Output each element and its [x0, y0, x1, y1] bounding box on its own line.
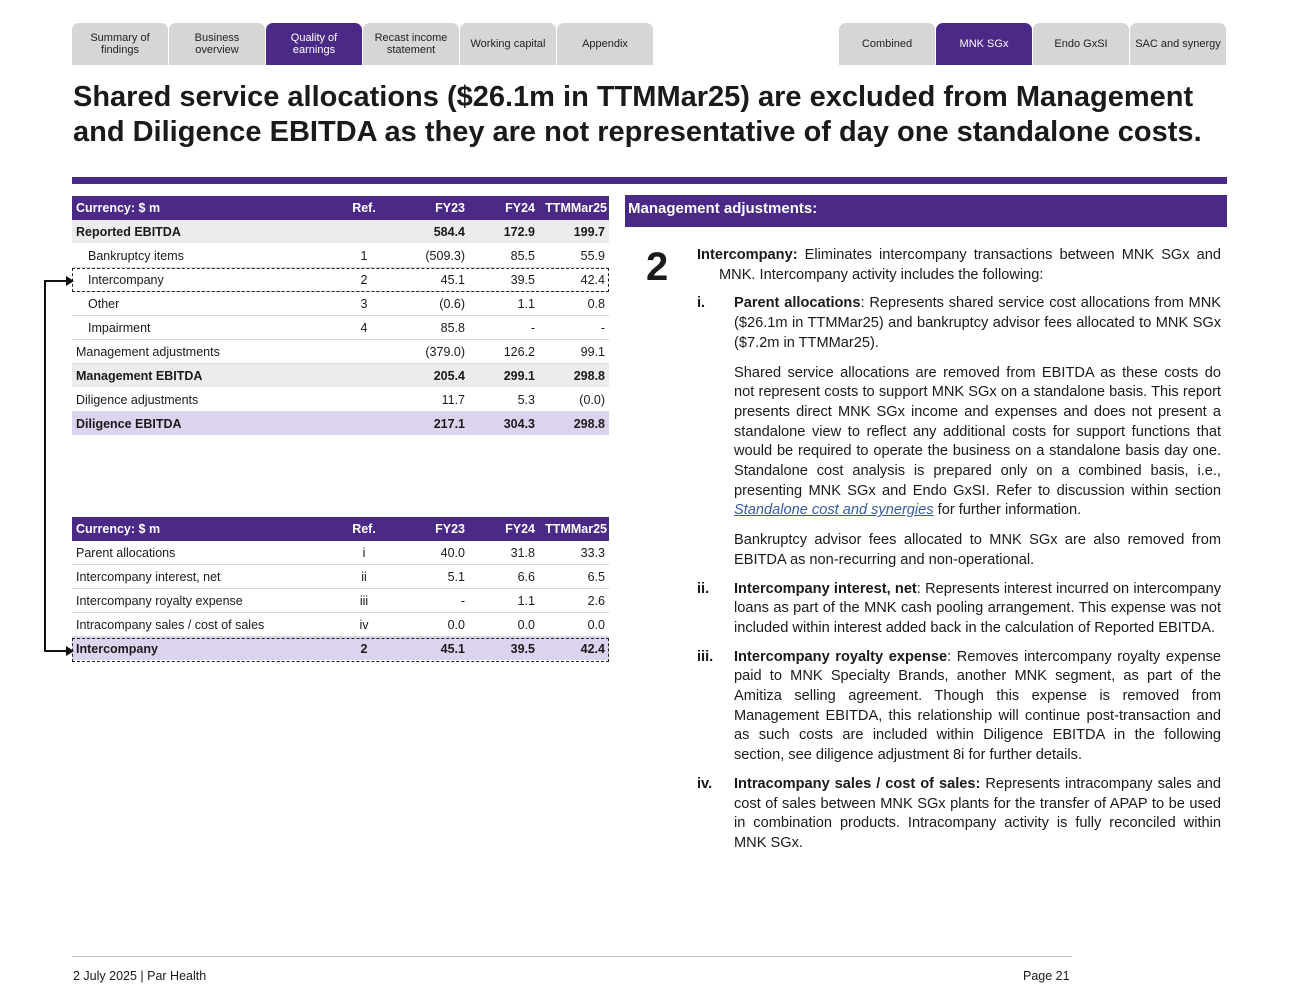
tab-quality-of-earnings[interactable]: Quality of earnings [266, 23, 362, 65]
tab-endo-gxsi[interactable]: Endo GxSI [1033, 23, 1129, 65]
table-row-parent-allocations: Parent allocations i 40.0 31.8 33.3 [72, 541, 609, 565]
table-row-diligence-ebitda: Diligence EBITDA 217.1 304.3 298.8 [72, 412, 609, 436]
list-item-intracompany-sales: iv. Intracompany sales / cost of sales: Represents intracompany sales and cost of sales between MNK SGx plants for the transfer of APAP to be used in combination products. Intracompany activity is fully reconciled within MNK SGx. [697, 775, 1222, 851]
table-row-intercompany-royalty: Intercompany royalty expense iii - 1.1 2.6 [72, 589, 609, 613]
table-header-row [72, 196, 609, 220]
tab-summary-of-findings[interactable]: Summary of findings [72, 23, 168, 65]
connector-line-top [44, 280, 68, 282]
header-ref: Ref. [329, 196, 399, 220]
tab-business-overview[interactable]: Business overview [169, 23, 265, 65]
header-fy23: FY23 [399, 196, 469, 220]
connector-line [44, 280, 46, 651]
header-currency: Currency: $ m [72, 196, 329, 220]
intercompany-highlight-box [72, 268, 609, 292]
intro-paragraph: Intercompany: Eliminates intercompany transactions between MNK SGx and MNK. Intercompany activity includes the following: [697, 247, 1221, 283]
tab-appendix[interactable]: Appendix [557, 23, 653, 65]
table-row-reported-ebitda: Reported EBITDA 584.4 172.9 199.7 [72, 220, 609, 244]
tab-recast-income-statement[interactable]: Recast income statement [363, 23, 459, 65]
table-row-diligence-adjustments: Diligence adjustments 11.7 5.3 (0.0) [72, 388, 609, 412]
list-item-parent-allocations: i. Parent allocations: Represents shared service cost allocations from MNK ($26.1m in TTMMar25) and bankruptcy advisor fees allocated to MNK SGx ($7.2m in TTMMar25). Shared service allocations are removed from EBITDA as these costs do not represent costs to support MNK SGx on a standalone basis. This report presents direct MNK SGx income and expenses and does not present a standalone view to reflect any additional costs for support functions that would be required to operate the business on a standalone basis day one. Standalone cost analysis is prepared only on a combined basis, i.e., presenting MNK SGx and Endo GxSI. Refer to discussion within section Standalone cost and synergies for further information. Bankruptcy advisor fees allocated to MNK SGx are also removed from EBITDA as non-recurring and non-operational. [697, 295, 1221, 568]
table-row-intracompany-sales: Intracompany sales / cost of sales iv 0.0 0.0 0.0 [72, 613, 609, 637]
table-row-management-adjustments: Management adjustments (379.0) 126.2 99.1 [72, 340, 609, 364]
table-row-other: Other 3 (0.6) 1.1 0.8 [72, 292, 609, 316]
arrow-right-icon [66, 276, 74, 286]
page-number: Page 21 [1023, 969, 1070, 983]
header-fy24: FY24 [469, 517, 539, 541]
section-tabs [72, 23, 654, 65]
header-currency: Currency: $ m [72, 517, 329, 541]
tab-combined[interactable]: Combined [839, 23, 935, 65]
reference-number: 2 [646, 245, 669, 289]
tab-mnk-sgx[interactable]: MNK SGx [936, 23, 1032, 65]
title-divider [72, 177, 1227, 184]
commentary-heading: Management adjustments: [625, 195, 1227, 227]
entity-tabs [839, 23, 1227, 65]
table-row-intercompany-total: Intercompany 2 45.1 39.5 42.4 [72, 637, 609, 661]
table-row-intercompany: Intercompany 2 45.1 39.5 42.4 [72, 268, 609, 292]
table-header-row [72, 517, 609, 541]
standalone-cost-link[interactable]: Standalone cost and synergies [734, 502, 934, 519]
header-ref: Ref. [329, 517, 399, 541]
commentary-body [697, 246, 1221, 854]
tab-sac-and-synergy[interactable]: SAC and synergy [1130, 23, 1226, 65]
ebitda-bridge-table [72, 196, 609, 436]
connector-line-bottom [44, 650, 68, 652]
list-item-intercompany-royalty: iii. Intercompany royalty expense: Removes intercompany royalty expense paid to MNK Specialty Brands, another MNK segment, as part of the Amitiza selling agreement. Though this expense is removed from Management EBITDA, this relationship will continue post-transaction and as such costs are included within Diligence EBITDA in the following section, see diligence adjustment 8i for further details. [697, 648, 1221, 764]
tab-working-capital[interactable]: Working capital [460, 23, 556, 65]
header-ttm: TTMMar25 [539, 196, 609, 220]
footer-date-client: 2 July 2025 | Par Health [73, 969, 207, 983]
table-row-impairment: Impairment 4 85.8 - - [72, 316, 609, 340]
table-row-management-ebitda: Management EBITDA 205.4 299.1 298.8 [72, 364, 609, 388]
table-row-bankruptcy-items: Bankruptcy items 1 (509.3) 85.5 55.9 [72, 244, 609, 268]
list-item-intercompany-interest: ii. Intercompany interest, net: Represents interest incurred on intercompany loans as part of the MNK cash pooling arrangement. This expense was not included within interest added back in the calculation of Reported EBITDA. [697, 580, 1221, 636]
footer-divider [72, 956, 1072, 957]
header-ttm: TTMMar25 [539, 517, 609, 541]
table-row-intercompany-interest: Intercompany interest, net ii 5.1 6.6 6.5 [72, 565, 609, 589]
header-fy24: FY24 [469, 196, 539, 220]
intercompany-total-highlight-box [72, 638, 609, 662]
page-title: Shared service allocations ($26.1m in TTMMar25) are excluded from Management and Diligence EBITDA as they are not representative of day one standalone costs. [73, 81, 1202, 148]
arrow-right-icon [66, 646, 74, 656]
header-fy23: FY23 [399, 517, 469, 541]
